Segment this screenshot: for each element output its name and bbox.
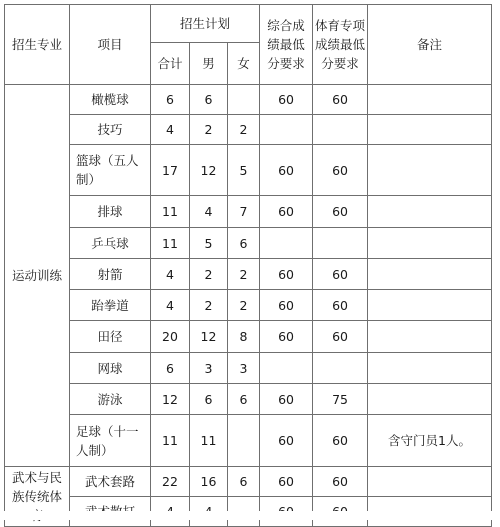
cell-item: 射箭: [70, 259, 151, 290]
cell-sport-score: 60: [313, 85, 368, 115]
cell-female: 6: [228, 384, 260, 415]
header-total: 合计: [151, 43, 190, 85]
cell-item: 技巧: [70, 115, 151, 145]
table-row: [5, 415, 492, 467]
cell-total: 22: [151, 467, 190, 497]
cell-item: 游泳: [70, 384, 151, 415]
group-cell-wushu: 武术与民族传统体: [5, 467, 70, 527]
cell-male: 16: [190, 467, 228, 497]
cell-male: 2: [190, 290, 228, 321]
cell-sport-score: [313, 228, 368, 259]
cell-female: 6: [228, 467, 260, 497]
cell-item: 乒乓球: [70, 228, 151, 259]
cell-sport-score: 60: [313, 196, 368, 228]
cell-item: 网球: [70, 353, 151, 384]
cell-item: 跆拳道: [70, 290, 151, 321]
cell-note: [368, 353, 492, 384]
cell-total: 11: [151, 196, 190, 228]
table-row: [5, 196, 492, 228]
cell-score: 60: [260, 415, 313, 467]
table-row: [5, 145, 492, 196]
cell-male: 2: [190, 115, 228, 145]
cell-male: 12: [190, 321, 228, 353]
cell-sport-score: 75: [313, 384, 368, 415]
cell-total: 4: [151, 290, 190, 321]
table-row: [5, 353, 492, 384]
cell-sport-score: 60: [313, 290, 368, 321]
cell-note: [368, 467, 492, 497]
table-row: [5, 290, 492, 321]
table-row: [5, 259, 492, 290]
cell-item: 排球: [70, 196, 151, 228]
group-cell-sports-training: 运动训练: [5, 85, 70, 467]
cell-item: 橄榄球: [70, 85, 151, 115]
cell-score: 60: [260, 467, 313, 497]
table-row: [5, 467, 492, 497]
cell-total: 20: [151, 321, 190, 353]
cell-note: [368, 259, 492, 290]
header-female: 女: [228, 43, 260, 85]
cell-score: 60: [260, 196, 313, 228]
cell-note: [368, 290, 492, 321]
cell-note: [368, 384, 492, 415]
cell-item: 田径: [70, 321, 151, 353]
cell-female: 8: [228, 321, 260, 353]
table-row: [5, 85, 492, 115]
cell-score: 60: [260, 384, 313, 415]
cell-total: 11: [151, 228, 190, 259]
cell-sport-score: 60: [313, 467, 368, 497]
cell-total: 17: [151, 145, 190, 196]
cell-score: [260, 353, 313, 384]
cell-sport-score: 60: [313, 145, 368, 196]
cell-sport-score: 60: [313, 321, 368, 353]
cell-note: [368, 228, 492, 259]
table-row: [5, 228, 492, 259]
admission-table: [4, 4, 492, 527]
cell-note: [368, 85, 492, 115]
cell-score: 60: [260, 321, 313, 353]
cell-sport-score: [313, 353, 368, 384]
cell-male: 6: [190, 85, 228, 115]
cell-female: [228, 415, 260, 467]
header-item: 项目: [70, 5, 151, 85]
cell-female: [228, 85, 260, 115]
header-note: 备注: [368, 5, 492, 85]
cell-male: 3: [190, 353, 228, 384]
cell-score: 60: [260, 85, 313, 115]
cell-score: [260, 228, 313, 259]
cell-total: 4: [151, 115, 190, 145]
header-score: 综合成绩最低分要求: [260, 5, 313, 85]
cell-female: 3: [228, 353, 260, 384]
table-row: [5, 321, 492, 353]
cell-note: [368, 196, 492, 228]
cell-female: 7: [228, 196, 260, 228]
cell-sport-score: [313, 115, 368, 145]
cell-male: 6: [190, 384, 228, 415]
cell-male: 12: [190, 145, 228, 196]
cell-note: 含守门员1人。: [368, 415, 492, 467]
cell-total: 4: [151, 259, 190, 290]
table-row: [5, 115, 492, 145]
cell-score: 60: [260, 145, 313, 196]
table-row: [5, 384, 492, 415]
cell-score: 60: [260, 259, 313, 290]
cell-total: 12: [151, 384, 190, 415]
cell-note: [368, 115, 492, 145]
cell-female: 2: [228, 290, 260, 321]
cell-item: 足球（十一人制）: [70, 415, 151, 467]
header-sport-score: 体育专项成绩最低分要求: [313, 5, 368, 85]
cell-item: 篮球（五人制）: [70, 145, 151, 196]
cell-score: [260, 115, 313, 145]
cell-item: 武术套路: [70, 467, 151, 497]
header-major: 招生专业: [5, 5, 70, 85]
cell-female: 6: [228, 228, 260, 259]
cell-note: [368, 145, 492, 196]
cell-female: 5: [228, 145, 260, 196]
cell-total: 11: [151, 415, 190, 467]
cell-female: 2: [228, 115, 260, 145]
header-male: 男: [190, 43, 228, 85]
cell-male: 2: [190, 259, 228, 290]
page-bottom-edge: [0, 511, 500, 520]
cell-note: [368, 321, 492, 353]
cell-total: 6: [151, 353, 190, 384]
cell-score: 60: [260, 290, 313, 321]
cell-total: 6: [151, 85, 190, 115]
cell-male: 11: [190, 415, 228, 467]
header-plan: 招生计划: [151, 5, 260, 43]
cell-male: 4: [190, 196, 228, 228]
cell-sport-score: 60: [313, 415, 368, 467]
cell-female: 2: [228, 259, 260, 290]
cell-sport-score: 60: [313, 259, 368, 290]
cell-male: 5: [190, 228, 228, 259]
